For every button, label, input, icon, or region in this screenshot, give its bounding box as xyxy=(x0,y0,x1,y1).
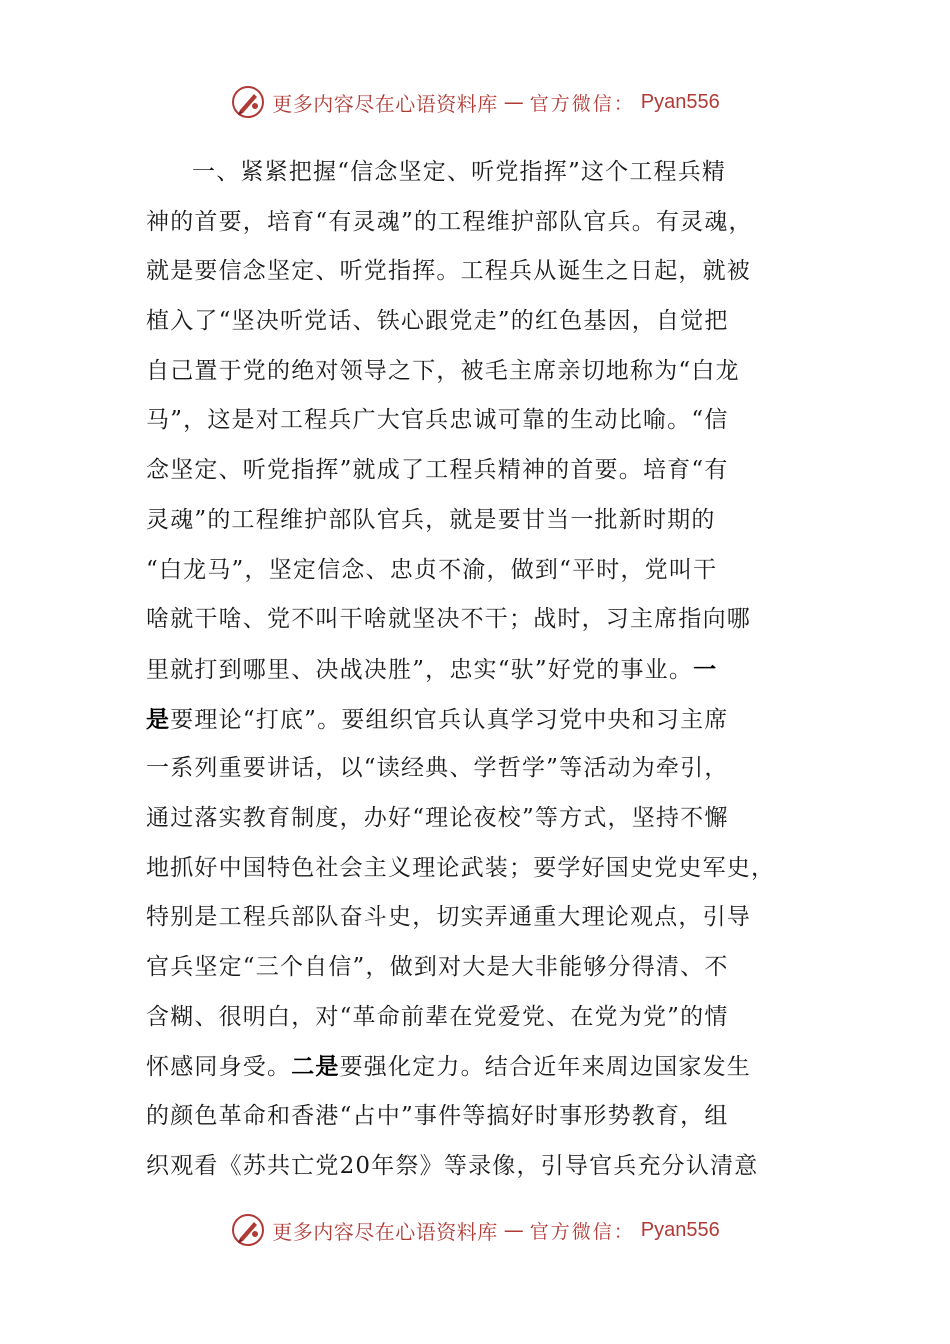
text-segment: 要理论“打底”。要组织官兵认真学习党中央和习主席 xyxy=(170,706,729,733)
header-wechat-id: Pyan556 xyxy=(640,90,720,113)
text-line: 神的首要，培育“有灵魂”的工程维护部队官兵。有灵魂， xyxy=(146,208,753,235)
text-line: “白龙马”，坚定信念、忠贞不渝，做到“平时，党叫干 xyxy=(146,556,718,583)
text-line: 灵魂”的工程维护部队官兵，就是要甘当一批新时期的 xyxy=(146,506,716,533)
text-line: 就是要信念坚定、听党指挥。工程兵从诞生之日起，就被 xyxy=(146,258,751,285)
bold-marker: 一 xyxy=(693,655,718,683)
text-line: 念坚定、听党指挥”就成了工程兵精神的首要。培育“有 xyxy=(146,457,729,484)
header-wechat-label: 官方微信： xyxy=(529,92,635,115)
text-line: 织观看《苏共亡党20年祭》等录像，引导官兵充分认清意 xyxy=(146,1152,759,1179)
footer-banner xyxy=(0,1208,950,1252)
pen-logo-icon xyxy=(230,1212,266,1248)
text-segment: 里就打到哪里、决战决胜”，忠实“驮”好党的事业。 xyxy=(146,656,694,683)
text-line: 一、紧紧把握“信念坚定、听党指挥”这个工程兵精 xyxy=(192,159,727,185)
footer-site-name: 更多内容尽在心语资料库 xyxy=(272,1219,498,1244)
footer-wechat-label: 官方微信： xyxy=(529,1220,635,1243)
text-line xyxy=(146,1042,796,1092)
pen-logo-icon xyxy=(230,84,266,120)
footer-wechat-id: Pyan556 xyxy=(640,1218,720,1241)
text-line: 马”，这是对工程兵广大官兵忠诚可靠的生动比喻。“信 xyxy=(146,407,729,434)
text-line: 官兵坚定“三个自信”，做到对大是大非能够分得清、不 xyxy=(146,954,729,980)
header-separator: — xyxy=(503,90,524,114)
text-line xyxy=(146,695,796,745)
text-line: 的颜色革命和香港“占中”事件等搞好时事形势教育，组 xyxy=(146,1103,729,1130)
bold-marker: 是 xyxy=(146,705,171,733)
text-line: 自己置于党的绝对领导之下，被毛主席亲切地称为“白龙 xyxy=(146,357,740,384)
text-segment: 怀感同身受。 xyxy=(146,1054,292,1081)
text-line: 啥就干啥、党不叫干啥就坚决不干；战时，习主席指向哪 xyxy=(146,606,751,633)
text-line: 一系列重要讲话，以“读经典、学哲学”等活动为牵引， xyxy=(146,755,729,782)
header-site-name: 更多内容尽在心语资料库 xyxy=(272,91,498,116)
text-line xyxy=(146,645,796,695)
footer-separator: — xyxy=(503,1218,524,1242)
bold-marker: 二是 xyxy=(291,1053,340,1081)
text-line: 含糊、很明白，对“革命前辈在党爱党、在党为党”的情 xyxy=(146,1003,729,1030)
text-line: 植入了“坚决听党话、铁心跟党走”的红色基因，自觉把 xyxy=(146,308,729,335)
text-line: 特别是工程兵部队奋斗史，切实弄通重大理论观点，引导 xyxy=(146,904,751,931)
document-body xyxy=(146,148,796,1191)
text-segment: 要强化定力。结合近年来周边国家发生 xyxy=(339,1054,752,1081)
header-banner xyxy=(0,80,950,124)
text-line: 通过落实教育制度，办好“理论夜校”等方式，坚持不懈 xyxy=(146,804,729,831)
text-line: 地抓好中国特色社会主义理论武装；要学好国史党史军史， xyxy=(146,854,776,881)
